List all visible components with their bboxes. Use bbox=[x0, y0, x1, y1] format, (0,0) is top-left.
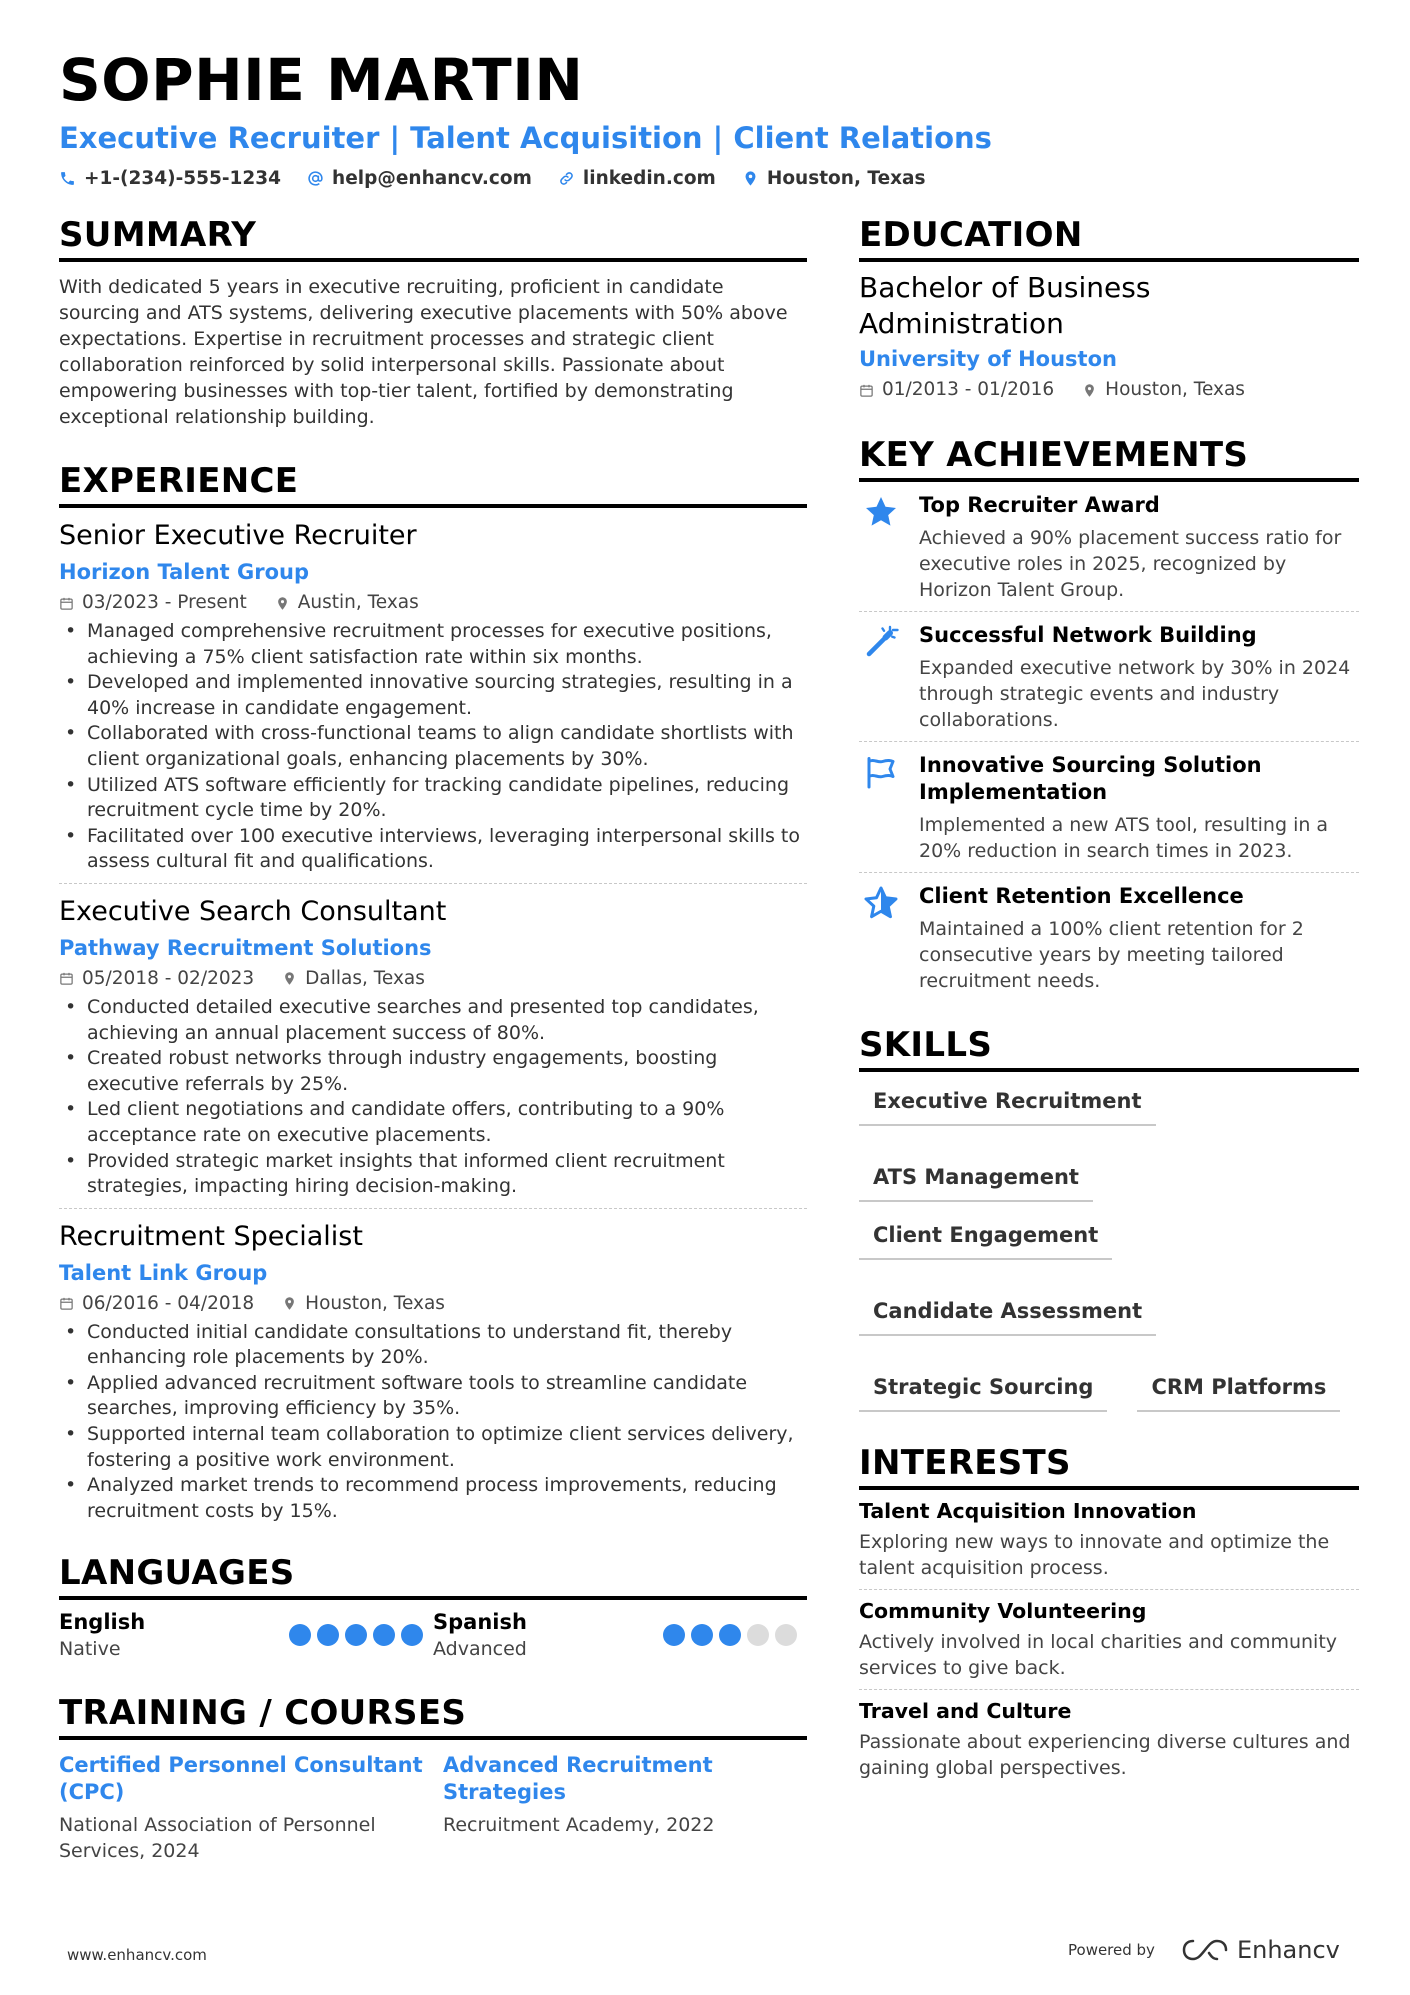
link-icon bbox=[558, 170, 575, 187]
achievement-title: Innovative Sourcing Solution Implementation bbox=[919, 753, 1262, 804]
language-item bbox=[59, 1608, 433, 1662]
language-info bbox=[433, 1608, 527, 1662]
skill-tag: Strategic Sourcing bbox=[859, 1372, 1107, 1412]
candidate-name: SOPHIE MARTIN bbox=[59, 46, 584, 114]
job-dates bbox=[59, 965, 254, 993]
achievement-desc: Achieved a 90% placement success ratio for executive roles in 2025, recognized by Horizon Talent Group. bbox=[919, 527, 1342, 601]
job-location-text: Austin, Texas bbox=[297, 592, 419, 613]
calendar-icon bbox=[59, 596, 74, 611]
interest-title: Talent Acquisition Innovation bbox=[859, 1499, 1197, 1523]
interest-desc: Actively involved in local charities and community services to give back. bbox=[859, 1631, 1338, 1679]
achievement-body bbox=[919, 883, 1359, 994]
email-text: help@enhancv.com bbox=[332, 168, 532, 189]
header bbox=[59, 46, 1359, 189]
interests-section bbox=[859, 1442, 1359, 1789]
course-item bbox=[59, 1752, 423, 1864]
achievement-desc: Maintained a 100% client retention for 2 consecutive years by meeting tailored recruitment needs. bbox=[919, 918, 1304, 992]
achievement-desc: Expanded executive network by 30% in 2024 through strategic events and industry collaborations. bbox=[919, 657, 1351, 731]
achievement-item bbox=[859, 482, 1359, 612]
language-level: Native bbox=[59, 1638, 121, 1661]
contact-linkedin[interactable] bbox=[558, 168, 716, 189]
achievement-title: Successful Network Building bbox=[919, 623, 1257, 647]
rating-dot bbox=[747, 1624, 769, 1646]
summary-text: With dedicated 5 years in executive recruiting, proficient in candidate sourcing and ATS systems, delivering executive placements with 50% above expectations. Expertise in recruitment processes and strategic client collaboration reinforced by solid interpersonal skills. Passionate about empowering businesses with top-tier talent, fortified by demonstrating exceptional relationship building. bbox=[59, 276, 788, 428]
contact-phone[interactable] bbox=[59, 168, 281, 189]
course-item bbox=[443, 1752, 807, 1864]
skill-tag: ATS Management bbox=[859, 1162, 1093, 1202]
skill-list bbox=[859, 1086, 1359, 1412]
job-location-text: Dallas, Texas bbox=[305, 967, 425, 989]
skill-tag: CRM Platforms bbox=[1137, 1372, 1340, 1412]
job-bullet: • Managed comprehensive recruitment processes for executive positions, achieving a 75% client satisfaction rate within six months. bbox=[59, 619, 807, 670]
job-title: Executive Search Consultant bbox=[59, 895, 447, 927]
company-name: Horizon Talent Group bbox=[59, 560, 310, 584]
brand-name: Enhancv bbox=[1236, 1936, 1340, 1964]
course-name: Advanced Recruitment Strategies bbox=[443, 1753, 713, 1805]
calendar-icon bbox=[859, 383, 874, 398]
interest-item bbox=[859, 1490, 1359, 1590]
achievement-desc: Implemented a new ATS tool, resulting in a 20% reduction in search times in 2023. bbox=[919, 814, 1329, 862]
training-section bbox=[59, 1692, 807, 1864]
rating-dot bbox=[317, 1624, 339, 1646]
achievement-item bbox=[859, 742, 1359, 873]
achievement-title: Client Retention Excellence bbox=[919, 884, 1244, 908]
job-location bbox=[282, 1290, 445, 1318]
footer-website[interactable]: www.enhancv.com bbox=[67, 1946, 207, 1964]
job-bullet: • Provided strategic market insights that informed client recruitment strategies, impacting hiring decision-making. bbox=[59, 1149, 807, 1200]
language-level: Advanced bbox=[433, 1638, 527, 1661]
enhancv-logo-icon bbox=[1181, 1937, 1229, 1963]
job-entry bbox=[59, 884, 807, 1209]
location-pin-icon bbox=[742, 170, 759, 187]
interest-item bbox=[859, 1590, 1359, 1690]
job-dates-text: 03/2023 - Present bbox=[82, 592, 247, 613]
rating-dot bbox=[719, 1624, 741, 1646]
magic-wand-icon bbox=[859, 622, 903, 733]
job-dates bbox=[59, 1290, 254, 1318]
contact-bar bbox=[59, 168, 1359, 189]
job-meta bbox=[59, 589, 807, 617]
location-pin-icon bbox=[1082, 383, 1097, 398]
right-column bbox=[859, 214, 1359, 1789]
location-pin-icon bbox=[282, 971, 297, 986]
rating-dot bbox=[663, 1624, 685, 1646]
section-title-achievements: KEY ACHIEVEMENTS bbox=[859, 434, 1359, 482]
job-bullet: • Led client negotiations and candidate offers, contributing to a 90% acceptance rate on executive placements. bbox=[59, 1097, 807, 1148]
school-name: University of Houston bbox=[859, 347, 1117, 371]
job-location bbox=[282, 965, 425, 993]
job-bullet: • Analyzed market trends to recommend process improvements, reducing recruitment costs by 15%. bbox=[59, 1473, 807, 1524]
experience-section bbox=[59, 460, 807, 1532]
course-org: National Association of Personnel Services, 2024 bbox=[59, 1814, 376, 1863]
skill-tag: Candidate Assessment bbox=[859, 1296, 1156, 1336]
language-rating bbox=[289, 1624, 423, 1646]
job-bullet: • Developed and implemented innovative sourcing strategies, resulting in a 40% increase in candidate engagement. bbox=[59, 670, 807, 721]
linkedin-text: linkedin.com bbox=[582, 168, 716, 189]
achievements-section bbox=[859, 434, 1359, 1002]
location-pin-icon bbox=[282, 1296, 297, 1311]
interest-list bbox=[859, 1490, 1359, 1789]
star-outline-icon bbox=[859, 883, 903, 994]
footer-branding bbox=[1068, 1936, 1340, 1964]
interest-desc: Exploring new ways to innovate and optimize the talent acquisition process. bbox=[859, 1531, 1330, 1579]
interest-title: Travel and Culture bbox=[859, 1699, 1072, 1723]
at-icon bbox=[307, 170, 324, 187]
section-title-interests: INTERESTS bbox=[859, 1442, 1359, 1490]
rating-dot bbox=[289, 1624, 311, 1646]
contact-location bbox=[742, 168, 926, 189]
job-list bbox=[59, 508, 807, 1532]
rating-dot bbox=[345, 1624, 367, 1646]
job-entry bbox=[59, 508, 807, 884]
summary-section bbox=[59, 214, 807, 430]
job-meta bbox=[59, 1290, 807, 1318]
language-name: English bbox=[59, 1610, 146, 1635]
job-dates bbox=[59, 589, 247, 617]
phone-icon bbox=[59, 170, 76, 187]
phone-text: +1-(234)-555-1234 bbox=[84, 168, 282, 189]
job-bullet: • Supported internal team collaboration to optimize client services delivery, fostering a positive work environment. bbox=[59, 1422, 807, 1473]
job-title: Recruitment Specialist bbox=[59, 1220, 363, 1252]
skills-section bbox=[859, 1024, 1359, 1412]
languages-section bbox=[59, 1552, 807, 1662]
job-location-text: Houston, Texas bbox=[305, 1292, 445, 1314]
section-title-training: TRAINING / COURSES bbox=[59, 1692, 807, 1740]
skill-tag: Client Engagement bbox=[859, 1220, 1112, 1260]
job-bullet: • Utilized ATS software efficiently for tracking candidate pipelines, reducing recruitment cycle time by 20%. bbox=[59, 773, 807, 824]
job-dates-text: 05/2018 - 02/2023 bbox=[82, 967, 255, 989]
achievement-body bbox=[919, 752, 1359, 864]
language-info bbox=[59, 1608, 145, 1662]
brand-logo[interactable] bbox=[1181, 1936, 1340, 1964]
job-bullet: • Collaborated with cross-functional teams to align candidate shortlists with client organizational goals, enhancing placements by 30%. bbox=[59, 721, 807, 772]
job-meta bbox=[59, 965, 807, 993]
skill-tag: Executive Recruitment bbox=[859, 1086, 1156, 1126]
resume-page bbox=[59, 46, 1359, 1946]
course-list bbox=[59, 1752, 807, 1864]
job-bullet: • Conducted detailed executive searches and presented top candidates, achieving an annual placement success of 80%. bbox=[59, 995, 807, 1046]
achievement-list bbox=[859, 482, 1359, 1002]
left-column bbox=[59, 214, 807, 1864]
job-bullet: • Created robust networks through industry engagements, boosting executive referrals by 25%. bbox=[59, 1046, 807, 1097]
section-title-experience: EXPERIENCE bbox=[59, 460, 807, 508]
rating-dot bbox=[775, 1624, 797, 1646]
section-title-skills: SKILLS bbox=[859, 1024, 1359, 1072]
calendar-icon bbox=[59, 1296, 74, 1311]
education-location bbox=[1082, 376, 1245, 404]
course-name: Certified Personnel Consultant (CPC) bbox=[59, 1753, 423, 1805]
job-title: Senior Executive Recruiter bbox=[59, 520, 417, 551]
rating-dot bbox=[401, 1624, 423, 1646]
achievement-body bbox=[919, 492, 1359, 603]
degree: Bachelor of Business Administration bbox=[859, 271, 1151, 340]
job-bullets bbox=[59, 619, 807, 875]
achievement-title: Top Recruiter Award bbox=[919, 493, 1160, 517]
rating-dot bbox=[691, 1624, 713, 1646]
calendar-icon bbox=[59, 971, 74, 986]
job-bullets bbox=[59, 995, 807, 1200]
powered-by-label: Powered by bbox=[1068, 1941, 1155, 1959]
company-name: Pathway Recruitment Solutions bbox=[59, 935, 432, 960]
achievement-item bbox=[859, 612, 1359, 742]
interest-item bbox=[859, 1690, 1359, 1789]
job-entry bbox=[59, 1209, 807, 1533]
language-list bbox=[59, 1608, 807, 1662]
section-title-languages: LANGUAGES bbox=[59, 1552, 807, 1600]
job-location bbox=[275, 589, 419, 617]
education-dates-text: 01/2013 - 01/2016 bbox=[882, 379, 1055, 400]
language-rating bbox=[663, 1624, 797, 1646]
section-title-summary: SUMMARY bbox=[59, 214, 807, 262]
star-icon bbox=[859, 492, 903, 603]
job-bullet: • Facilitated over 100 executive interviews, leveraging interpersonal skills to assess cultural fit and qualifications. bbox=[59, 824, 807, 875]
job-bullets bbox=[59, 1320, 807, 1525]
education-location-text: Houston, Texas bbox=[1105, 379, 1245, 400]
achievement-item bbox=[859, 873, 1359, 1002]
education-section bbox=[859, 214, 1359, 404]
interest-desc: Passionate about experiencing diverse cultures and gaining global perspectives. bbox=[859, 1731, 1351, 1779]
course-org: Recruitment Academy, 2022 bbox=[443, 1814, 715, 1837]
job-dates-text: 06/2016 - 04/2018 bbox=[82, 1292, 255, 1314]
company-name: Talent Link Group bbox=[59, 1260, 268, 1285]
job-bullet: • Conducted initial candidate consultations to understand fit, thereby enhancing role placements by 20%. bbox=[59, 1320, 807, 1371]
flag-icon bbox=[859, 752, 903, 864]
education-meta bbox=[859, 376, 1359, 404]
candidate-title: Executive Recruiter | Talent Acquisition | Client Relations bbox=[59, 121, 992, 155]
language-item bbox=[433, 1608, 807, 1662]
achievement-body bbox=[919, 622, 1359, 733]
language-name: Spanish bbox=[433, 1610, 527, 1635]
rating-dot bbox=[373, 1624, 395, 1646]
section-title-education: EDUCATION bbox=[859, 214, 1359, 262]
contact-email[interactable] bbox=[307, 168, 532, 189]
location-pin-icon bbox=[275, 596, 290, 611]
education-dates bbox=[859, 376, 1054, 404]
location-text: Houston, Texas bbox=[766, 168, 926, 189]
interest-title: Community Volunteering bbox=[859, 1599, 1147, 1623]
job-bullet: • Applied advanced recruitment software tools to streamline candidate searches, improving efficiency by 35%. bbox=[59, 1371, 807, 1422]
